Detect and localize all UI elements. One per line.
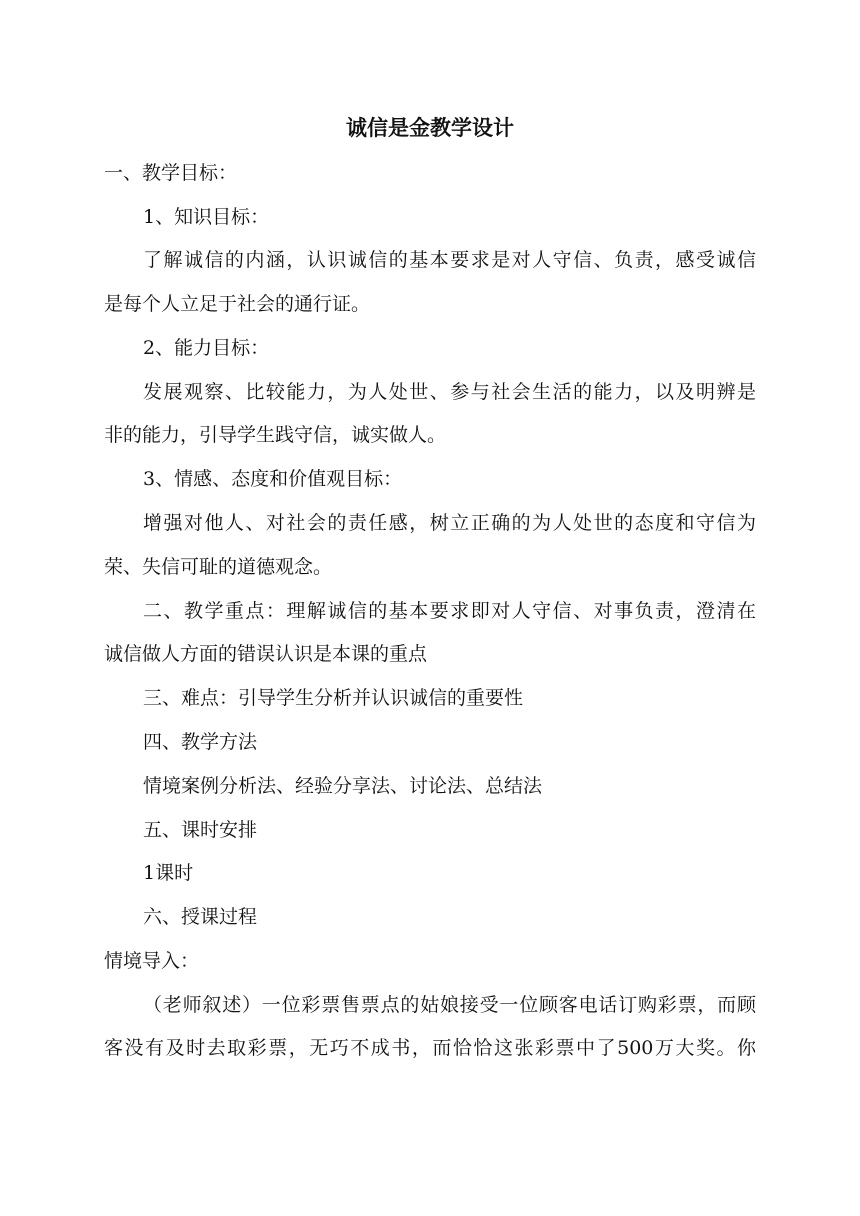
section-heading-methods: 四、教学方法 — [143, 731, 258, 753]
subheading-emotion-objective: 3、情感、态度和价值观目标： — [143, 468, 403, 490]
section-heading-objectives: 一、教学目标： — [104, 162, 238, 184]
paragraph-line: 发展观察、比较能力，为人处世、参与社会生活的能力，以及明辨是 — [143, 381, 756, 403]
paragraph-line: （老师叙述）一位彩票售票点的姑娘接受一位顾客电话订购彩票，而顾 — [143, 994, 756, 1016]
paragraph-line: 了解诚信的内涵，认识诚信的基本要求是对人守信、负责，感受诚信 — [143, 249, 756, 271]
section-heading-process: 六、授课过程 — [143, 906, 258, 928]
paragraph-line: 情境案例分析法、经验分享法、讨论法、总结法 — [143, 775, 543, 797]
section-heading-schedule: 五、课时安排 — [143, 819, 258, 841]
paragraph-line: 客没有及时去取彩票，无巧不成书，而恰恰这张彩票中了500万大奖。你 — [104, 1037, 756, 1059]
document-title: 诚信是金教学设计 — [346, 116, 514, 140]
subheading-ability-objective: 2、能力目标： — [143, 337, 270, 359]
paragraph-line: 1课时 — [143, 862, 194, 884]
subheading-knowledge-objective: 1、知识目标： — [143, 206, 270, 228]
paragraph-line: 是每个人立足于社会的通行证。 — [104, 293, 371, 315]
section-heading-key-points: 二、教学重点：理解诚信的基本要求即对人守信、对事负责，澄清在 — [143, 600, 756, 622]
paragraph-line: 荣、失信可耻的道德观念。 — [104, 556, 333, 578]
subheading-introduction: 情境导入： — [104, 950, 200, 972]
paragraph-line: 非的能力，引导学生践守信，诚实做人。 — [104, 424, 447, 446]
paragraph-line: 增强对他人、对社会的责任感，树立正确的为人处世的态度和守信为 — [143, 512, 756, 534]
section-heading-difficulty: 三、难点：引导学生分析并认识诚信的重要性 — [143, 687, 524, 709]
paragraph-line: 诚信做人方面的错误认识是本课的重点 — [104, 643, 428, 665]
